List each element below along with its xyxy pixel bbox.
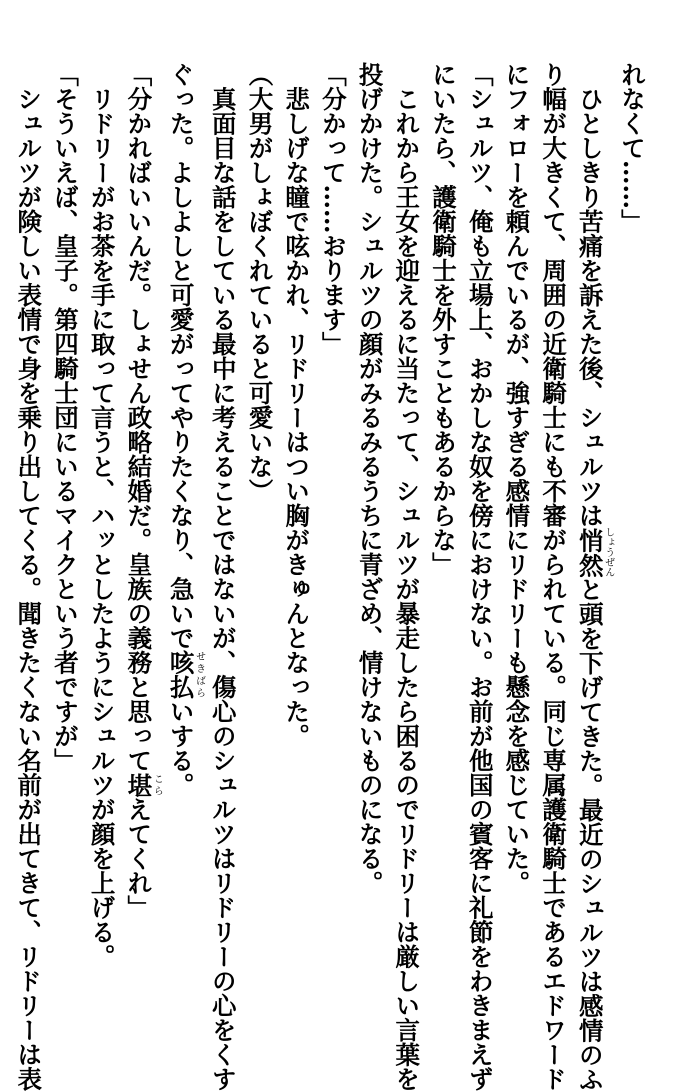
text-line-13-part-a: ぐった。よしよしと可愛がってやりたくなり、急いで [166, 62, 196, 650]
text-line-17 [10, 62, 47, 1091]
text-line-15 [83, 62, 120, 969]
text-line-10 [277, 62, 314, 942]
vertical-text-body [10, 62, 650, 1092]
ruby-sekibarai-reading: せきばら [193, 650, 205, 699]
ruby-koraete-reading: こら [151, 772, 163, 797]
text-line-10-body: 悲しげな瞳で呟かれ、リドリーはつい胸がきゅんとなった。 [282, 86, 312, 748]
text-line-12-body: 真面目な話をしている最中に考えることではないが、傷心のシュルツはリドリーの心をくす [208, 86, 238, 1091]
text-line-14-part-a: 「分かればいいんだ。しょせん政略結婚だ。皇族の義務と思って [124, 62, 154, 773]
text-line-2-part-a: ひとしきり苦痛を訴えた後、シュルツは [575, 62, 605, 528]
text-line-5: 「シュルツ、俺も立場上、おかしな奴を傍におけない。お前が他国の賓客に礼節をわきまえず [465, 62, 495, 1091]
text-line-6: にいたら、護衛騎士を外すこともあるからな」 [428, 62, 458, 577]
ruby-shouzen [575, 527, 614, 578]
text-line-14 [120, 62, 162, 942]
text-line-13-part-b: いする。 [166, 699, 196, 797]
text-line-8: 投げかけた。シュルツの顔がみるみるうちに青ざめ、情けないものになる。 [355, 62, 385, 895]
text-line-9: 「分かって……おります」 [318, 62, 348, 356]
ruby-shouzen-base: 悄然 [575, 527, 605, 578]
text-line-3: り幅が大きくて、周囲の近衛騎士にも不審がられている。同じ専属護衛騎士であるエドワード [539, 62, 569, 1091]
text-line-1: れなくて……」 [618, 62, 647, 234]
text-line-7 [388, 62, 425, 1091]
text-line-14-part-b: えてくれ」 [124, 797, 154, 920]
text-line-4: にフォローを頼んでいるが、強すぎる感情にリドリーも懸念を感じていた。 [502, 62, 532, 895]
text-line-16: 「そういえば、皇子。第四騎士団にいるマイクという者ですが」 [50, 62, 80, 773]
text-line-15-body: リドリーがお茶を手に取って言うと、ハッとしたようにシュルツが顔を上げる。 [87, 86, 117, 969]
text-line-12 [204, 62, 241, 1091]
ruby-shouzen-reading: しょうぜん [602, 527, 614, 578]
text-line-2 [571, 62, 614, 1092]
text-line-13 [162, 62, 204, 942]
text-line-17-body: シュルツが険しい表情で身を乗り出してくる。聞きたくない名前が出てきて、リドリーは表 [14, 86, 44, 1091]
text-line-7-body: これから王女を迎えるに当たって、シュルツが暴走したら困るのでリドリーは厳しい言葉を [392, 86, 422, 1091]
text-line-11: （大男がしょぼくれていると可愛いな） [245, 62, 275, 503]
ruby-sekibarai [166, 650, 205, 699]
ruby-koraete [124, 772, 163, 798]
text-line-2-part-b: と頭を下げてきた。最近のシュルツは感情のふ [575, 577, 605, 1092]
ruby-sekibarai-base: 咳払 [166, 650, 196, 699]
ruby-koraete-base: 堪 [124, 772, 154, 797]
